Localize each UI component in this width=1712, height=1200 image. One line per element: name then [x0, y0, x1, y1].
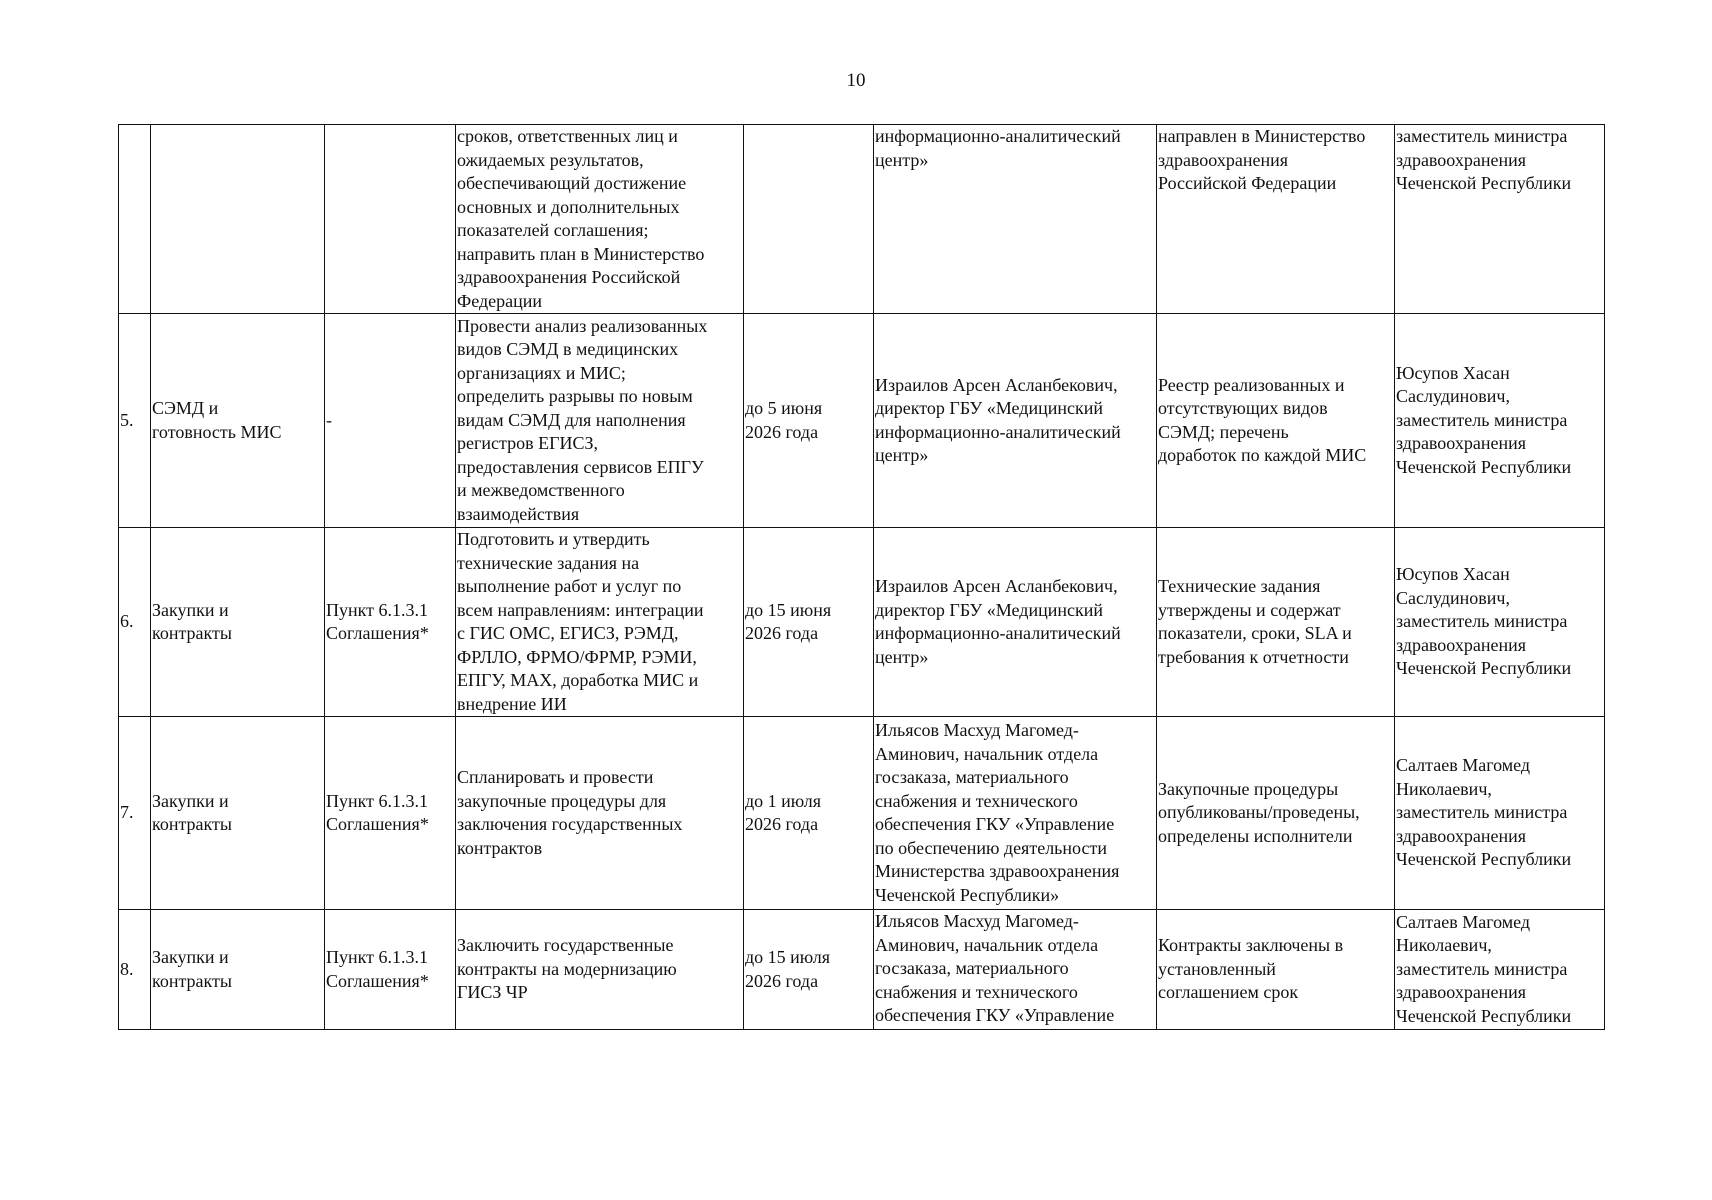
cell-number: 7.	[119, 717, 151, 910]
cell-name: СЭМД и готовность МИС	[151, 314, 325, 528]
cell-curator: Юсупов Хасан Саслудинович, заместитель министра здравоохранения Чеченской Республики	[1395, 314, 1605, 528]
cell-result: Закупочные процедуры опубликованы/проведены, определены исполнители	[1157, 717, 1395, 910]
cell-result: направлен в Министерство здравоохранения Российской Федерации	[1157, 125, 1395, 314]
cell-curator: заместитель министра здравоохранения Чеченской Республики	[1395, 125, 1605, 314]
cell-executor: Ильясов Масхуд Магомед- Аминович, начальник отдела госзаказа, материального снабжения и технического обеспечения ГКУ «Управление	[874, 910, 1157, 1030]
cell-action: Заключить государственные контракты на модернизацию ГИСЗ ЧР	[456, 910, 744, 1030]
cell-deadline: до 1 июля 2026 года	[744, 717, 874, 910]
cell-basis: Пункт 6.1.3.1 Соглашения*	[325, 528, 456, 717]
cell-executor: Израилов Арсен Асланбекович, директор ГБУ «Медицинский информационно-аналитический центр»	[874, 528, 1157, 717]
cell-basis	[325, 125, 456, 314]
cell-deadline: до 5 июня 2026 года	[744, 314, 874, 528]
cell-number: 5.	[119, 314, 151, 528]
cell-action: Подготовить и утвердить технические задания на выполнение работ и услуг по всем направлениям: интеграции с ГИС ОМС, ЕГИСЗ, РЭМД, ФРЛЛО, ФРМО/ФРМР, РЭМИ, ЕПГУ, MAX, доработка МИС и внедрение ИИ	[456, 528, 744, 717]
cell-executor: Ильясов Масхуд Магомед- Аминович, начальник отдела госзаказа, материального снабжения и технического обеспечения ГКУ «Управление по обеспечению деятельности Министерства здравоохранения Чеченской Республики»	[874, 717, 1157, 910]
cell-deadline	[744, 125, 874, 314]
table-row	[119, 910, 1605, 1030]
cell-basis: -	[325, 314, 456, 528]
cell-action: Провести анализ реализованных видов СЭМД в медицинских организациях и МИС; определить разрывы по новым видам СЭМД для наполнения регистров ЕГИСЗ, предоставления сервисов ЕПГУ и межведомственного взаимодействия	[456, 314, 744, 528]
cell-curator: Салтаев Магомед Николаевич, заместитель министра здравоохранения Чеченской Республики	[1395, 910, 1605, 1030]
cell-result: Технические задания утверждены и содержат показатели, сроки, SLA и требования к отчетности	[1157, 528, 1395, 717]
cell-name: Закупки и контракты	[151, 528, 325, 717]
cell-action: Спланировать и провести закупочные процедуры для заключения государственных контрактов	[456, 717, 744, 910]
cell-name	[151, 125, 325, 314]
cell-number: 6.	[119, 528, 151, 717]
cell-number: 8.	[119, 910, 151, 1030]
table-row	[119, 314, 1605, 528]
cell-name: Закупки и контракты	[151, 910, 325, 1030]
measures-table	[118, 124, 1605, 1030]
cell-result: Реестр реализованных и отсутствующих видов СЭМД; перечень доработок по каждой МИС	[1157, 314, 1395, 528]
cell-executor: Израилов Арсен Асланбекович, директор ГБУ «Медицинский информационно-аналитический центр»	[874, 314, 1157, 528]
cell-curator: Юсупов Хасан Саслудинович, заместитель министра здравоохранения Чеченской Республики	[1395, 528, 1605, 717]
cell-executor: информационно-аналитический центр»	[874, 125, 1157, 314]
table-row	[119, 125, 1605, 314]
table-row	[119, 717, 1605, 910]
cell-basis: Пункт 6.1.3.1 Соглашения*	[325, 910, 456, 1030]
page-number: 10	[846, 70, 866, 91]
cell-number	[119, 125, 151, 314]
table-row	[119, 528, 1605, 717]
cell-deadline: до 15 июля 2026 года	[744, 910, 874, 1030]
cell-deadline: до 15 июня 2026 года	[744, 528, 874, 717]
cell-name: Закупки и контракты	[151, 717, 325, 910]
cell-action: сроков, ответственных лиц и ожидаемых результатов, обеспечивающий достижение основных и дополнительных показателей соглашения; направить план в Министерство здравоохранения Российской Федерации	[456, 125, 744, 314]
cell-result: Контракты заключены в установленный соглашением срок	[1157, 910, 1395, 1030]
cell-basis: Пункт 6.1.3.1 Соглашения*	[325, 717, 456, 910]
cell-curator: Салтаев Магомед Николаевич, заместитель министра здравоохранения Чеченской Республики	[1395, 717, 1605, 910]
